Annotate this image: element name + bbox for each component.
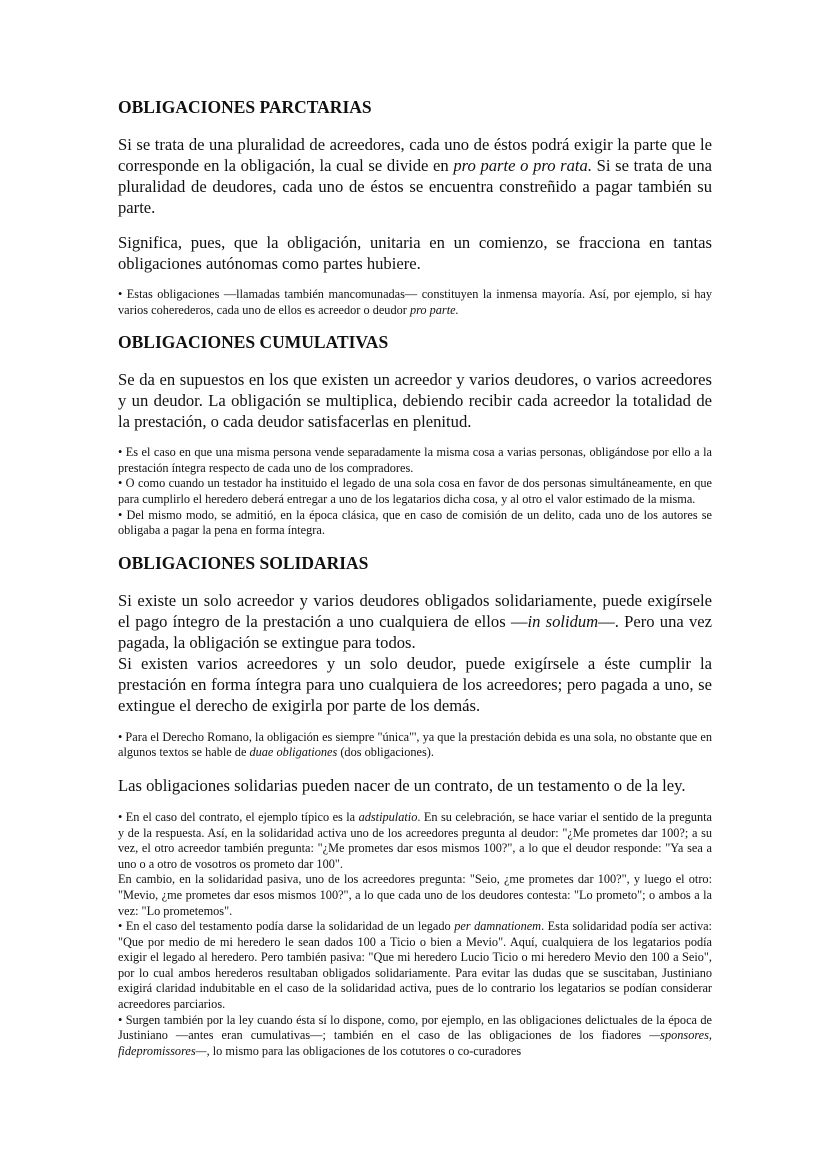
note-contrato-pasiva: En cambio, en la solidaridad pasiva, uno de los acreedores pregunta: "Seio, ¿me prometes dar 100?", y luego el otro: "Mevio, ¿me prometes dar esos mismos 100?", a lo que cada uno de los deudores contesta: "Lo prometo"; o ambos a la vez: "Lo prometemos". (118, 872, 712, 918)
heading-cumulativas: OBLIGACIONES CUMULATIVAS (118, 332, 389, 353)
paragraph-parctarias-2: Significa, pues, que la obligación, unitaria en un comienzo, se fracciona en tantas obligaciones autónomas como partes hubiere. (118, 233, 712, 273)
note-solidarias-1: • Para el Derecho Romano, la obligación es siempre "única"', ya que la prestación debida es una sola, no obstante que en algunos textos se hable de duae obligationes (dos obligaciones). (118, 729, 712, 760)
note-cumulativas-1: • Es el caso en que una misma persona vende separadamente la misma cosa a varias personas, obligándose por ello a la prestación íntegra respecto de cada uno de los compradores. (118, 445, 712, 475)
heading-solidarias: OBLIGACIONES SOLIDARIAS (118, 552, 369, 573)
document-page (118, 96, 712, 1059)
paragraph-parctarias-1: Si se trata de una pluralidad de acreedores, cada uno de éstos podrá exigir la parte que le corresponde en la obligación, la cual se divide en pro parte o pro rata. Si se trata de una pluralidad de deudores, cada uno de éstos se encuentra constreñido a pagar también su parte. (118, 135, 712, 217)
heading-parctarias: OBLIGACIONES PARCTARIAS (118, 97, 372, 117)
paragraph-solidarias-2: Si existen varios acreedores y un solo deudor, puede exigírsele a éste cumplir la prestación en forma íntegra para uno cualquiera de los acreedores; pero pagada a uno, se extingue el derecho de exigirla por parte de los demás. (118, 653, 712, 715)
note-ley: • Surgen también por la ley cuando ésta sí lo dispone, como, por ejemplo, en las obligaciones delictuales de la época de Justiniano —antes eran cumulativas—; también en el caso de las obligaciones de los fiadores —sponsores, fidepromissores—, lo mismo para las obligaciones de los cotutores o co-curadores (118, 1012, 712, 1058)
note-contrato: • En el caso del contrato, el ejemplo típico es la adstipulatio. En su celebración, se hace variar el sentido de la pregunta y de la respuesta. Así, en la solidaridad activa uno de los acreedores pregunta al deudor: "¿Me prometes dar 100?; a su vez, el otro acreedor también pregunta: "¿Me prometes dar esos mismos 100?", a lo que el deudor responde: "Ya sea a uno o a otro de vosotros os prometo dar 100". (118, 809, 713, 871)
note-cumulativas-2: • O como cuando un testador ha instituido el legado de una sola cosa en favor de dos personas simultáneamente, en que para cumplirlo el heredero deberá entregar a uno de los legatarios dicha cosa, y al otro el valor estimado de la misma. (118, 476, 712, 506)
note-parctarias: • Estas obligaciones —llamadas también mancomunadas— constituyen la inmensa mayoría. Así, por ejemplo, si hay varios coherederos, cada uno de ellos es acreedor o deudor pro parte. (118, 287, 712, 317)
paragraph-solidarias-3: Las obligaciones solidarias pueden nacer de un contrato, de un testamento o de la ley. (118, 775, 686, 795)
note-cumulativas-3: • Del mismo modo, se admitió, en la época clásica, que en caso de comisión de un delito, cada uno de los autores se obligaba a pagar la pena en forma íntegra. (118, 507, 712, 538)
paragraph-solidarias-1: Si existe un solo acreedor y varios deudores obligados solidariamente, puede exigírsele el pago íntegro de la prestación a uno cualquiera de ellos —in solidum—. Pero una vez pagada, la obligación se extingue para todos. (118, 590, 712, 652)
note-testamento: • En el caso del testamento podía darse la solidaridad de un legado per damnationem. Esta solidaridad podía ser activa: "Que por medio de mi heredero le sean dados 100 a Ticio o bien a Mevio". Aquí, cualquiera de los legatarios podía exigir el legado al heredero. Pero también pasiva: "Que mi heredero Lucio Ticio o mi heredero Mevio den 100 a Seio", por lo cual ambos herederos resultaban obligados solidariamente. Para evitar las dudas que se suscitaban, Justiniano exigirá claridad indubitable en el caso de la solidaridad activa, pues de lo contrario los legatarios se podían considerar acreedores parciarios. (118, 919, 712, 1012)
paragraph-cumulativas-1: Se da en supuestos en los que existen un acreedor y varios deudores, o varios acreedores y un deudor. La obligación se multiplica, debiendo recibir cada acreedor la totalidad de la prestación, o cada deudor satisfacerlas en plenitud. (118, 370, 712, 432)
